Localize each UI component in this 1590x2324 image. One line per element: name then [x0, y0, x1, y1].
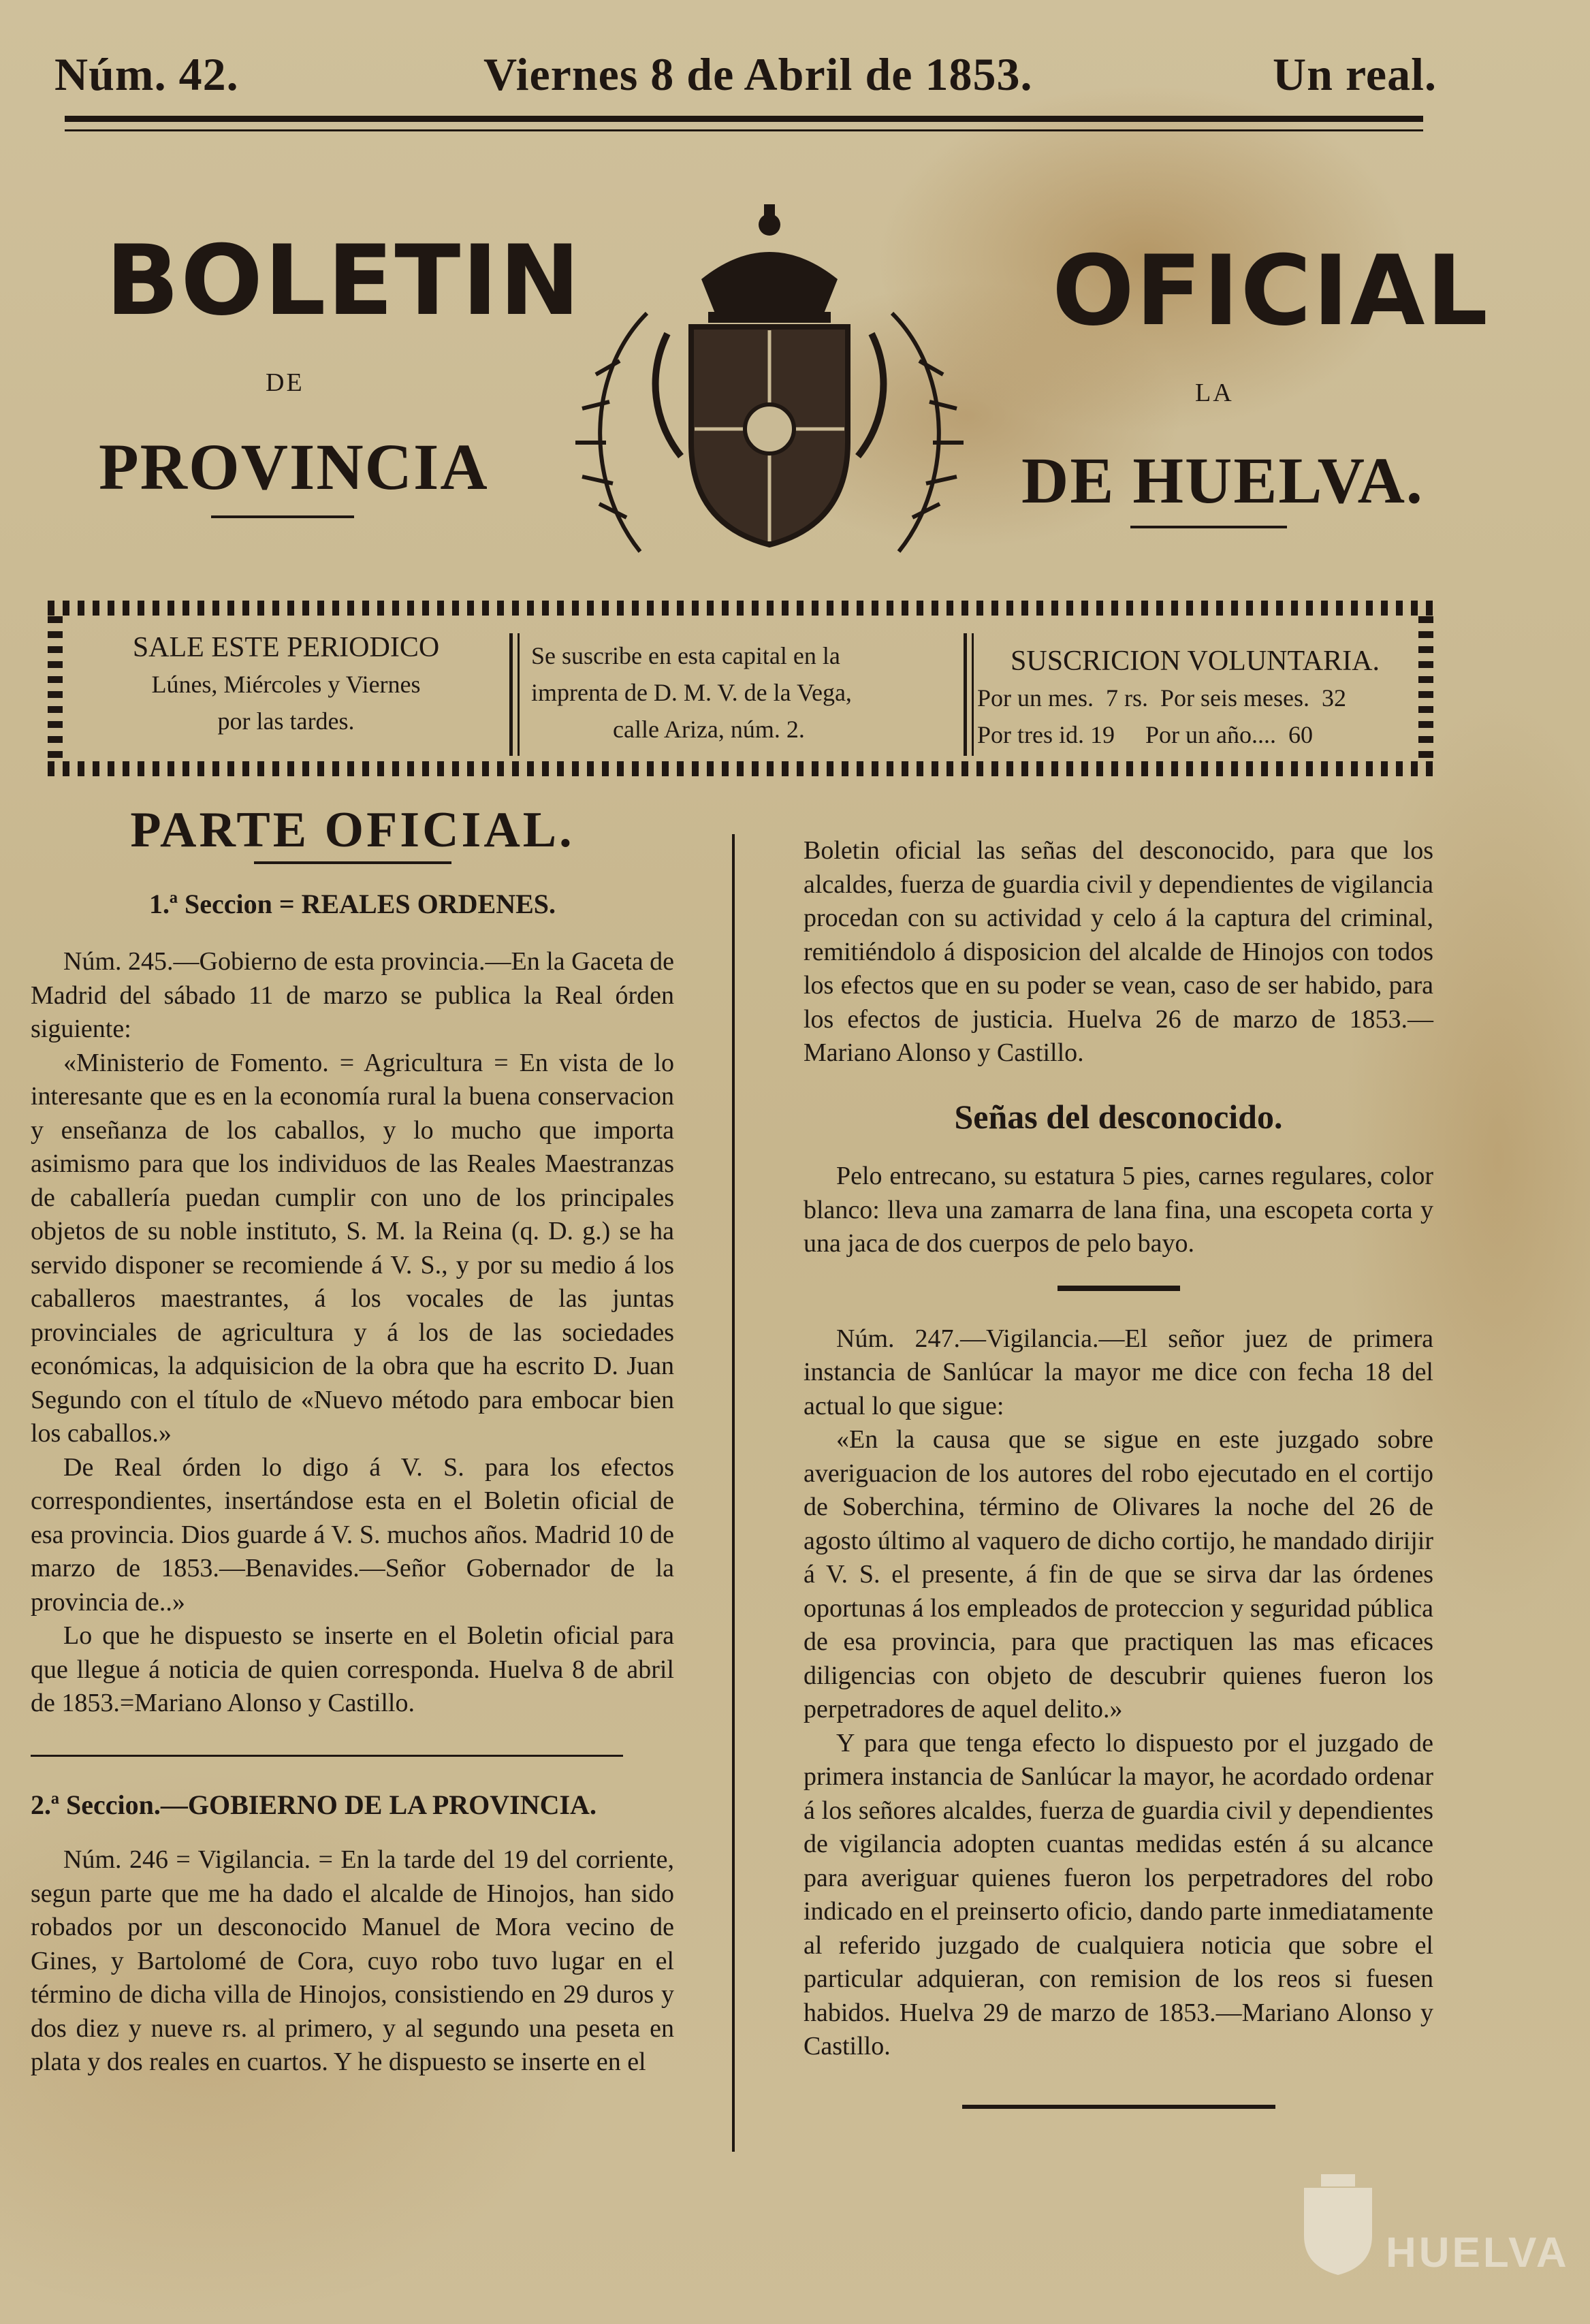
column-divider: [732, 834, 735, 2152]
left-column: [31, 802, 674, 2080]
info-box-bottom-border: [48, 761, 1433, 776]
info-right-line-1: Por un mes. 7 rs. Por seis meses. 32: [977, 684, 1346, 712]
info-box-divider-2b: [972, 633, 974, 756]
info-box-divider-1b: [518, 633, 520, 756]
issue-number: Núm. 42.: [54, 48, 239, 100]
title-de: DE: [266, 368, 304, 397]
heading-ornament: [254, 861, 451, 864]
ornament-right: [1130, 526, 1287, 528]
info-right-title: SUSCRICION VOLUNTARIA.: [1011, 646, 1380, 677]
info-box-left-border: [48, 616, 63, 759]
info-left-line-3: por las tardes.: [217, 707, 355, 735]
city-shield-icon: [1297, 2174, 1379, 2276]
top-rule-thin: [65, 129, 1423, 131]
info-center-line-2: imprenta de D. M. V. de la Vega,: [531, 679, 852, 706]
paragraph-245-intro: Núm. 245.—Gobierno de esta provincia.—En la Gaceta de Madrid del sábado 11 de marzo se publica la Real órden siguiente:: [31, 947, 674, 1043]
title-boletin: BOLETIN: [106, 225, 582, 337]
paragraph-245-signature: Lo que he dispuesto se inserte en el Boletin oficial para que llegue á noticia de quien corresponda. Huelva 8 de abril de 1853.=Mariano Alonso y Castillo.: [31, 1621, 674, 1717]
info-center-line-1: Se suscribe en esta capital en la: [531, 642, 840, 669]
paragraph-real-orden: «Ministerio de Fomento. = Agricultura = En vista de lo interesante que es en la economía rural la buena conservacion y enseñanza de los caballos, y lo mucho que importa asimismo para que los individuos de las Reales Maestranzas de caballería puedan cumplir con uno de los principales objetos de su noble instituto, S. M. la Reina (q. D. g.) se ha servido disponer se recomiende á V. S., y por su medio á los caballeros maestrantes, á los vocales de las juntas provinciales de agricultura y á los de las sociedades económicas, la adquisicion de la obra que ha escrito D. Juan Segundo con el título de «Nuevo método para embocar bien los caballos.»: [31, 1048, 674, 1448]
section-1-heading: 1.ª Seccion = REALES ORDENES.: [148, 888, 556, 919]
closing-rule: [962, 2105, 1275, 2109]
paragraph-real-orden-close: De Real órden lo digo á V. S. para los efectos correspondientes, insertándose esta en el Boletin oficial de esa provincia. Dios guarde á V. S. muchos años. Madrid 10 de marzo de 1853.—Benavides.—Señor Gobernador de la provincia de..»: [31, 1452, 674, 1617]
info-box-divider-2: [964, 633, 967, 756]
paragraph-246: Núm. 246 = Vigilancia. = En la tarde del 19 del corriente, segun parte que me ha dado el alcalde de Hinojos, han sido robados por un desconocido Manuel de Mora vecino de Gines, y Bartolomé de Cora, cuyo robo tuvo lugar en el término de dicha villa de Hinojos, consistiendo en 29 duros y dos diez y nueve rs. al primero, y al segundo una peseta en plata y dos reales en cuartos. Y he dispuesto se inserte en el: [31, 1845, 674, 2076]
ornament-divider: [1058, 1286, 1180, 1291]
top-rule: [65, 116, 1423, 122]
info-box-top-border: [48, 601, 1433, 616]
right-column: [804, 834, 1433, 2109]
paragraph-247-intro: Núm. 247.—Vigilancia.—El señor juez de primera instancia de Sanlúcar la mayor me dice con fecha 18 del actual lo que sigue:: [804, 1324, 1433, 1420]
section-2-heading: 2.ª Seccion.—GOBIERNO DE LA PROVINCIA.: [31, 1789, 597, 1820]
senas-heading: Señas del desconocido.: [954, 1097, 1283, 1136]
section-divider: [31, 1755, 623, 1757]
parte-oficial-heading: PARTE OFICIAL.: [130, 802, 575, 858]
info-publication-days: [75, 629, 497, 739]
info-box-right-border: [1418, 616, 1433, 759]
info-subscribe-place: [531, 637, 953, 748]
royal-crest-icon: [545, 197, 994, 565]
paragraph-247-order: Y para que tenga efecto lo dispuesto por el juzgado de primera instancia de Sanlúcar la mayor, he acordado ordenar á los señores alcaldes, fuerza de guardia civil y dependientes de vigilancia adopten cuantas medidas estén á su alcance para averiguar quienes fueron los perpetradores del robo indicado en el preinserto oficio, dando parte inmediatamente al referido juzgado de cualquiera noticia que sobre el particular adquieran, con remision de los reos si fuesen habidos. Huelva 29 de marzo de 1853.—Mariano Alonso y Castillo.: [804, 1728, 1433, 2060]
issue-price: Un real.: [1273, 48, 1437, 100]
paragraph-247-quote: «En la causa que se sigue en este juzgado sobre averiguacion de los autores del robo ejecutado en el cortijo de Soberchina, término de Olivares la noche del 26 de agosto último al vaquero de dicho cortijo, he mandado dirijir á V. S. el presente, á fin de que se sirva dar las órdenes oportunas á los empleados de proteccion y seguridad pública de esa provincia, para que practiquen las mas eficaces diligencias con objeto de descubrir quienes fueron los perpetradores de aquel delito.»: [804, 1425, 1433, 1723]
info-subscription-prices: [977, 643, 1413, 753]
title-de-huelva: DE HUELVA.: [1021, 444, 1424, 517]
info-center-line-3: calle Ariza, núm. 2.: [613, 716, 805, 743]
issue-date: Viernes 8 de Abril de 1853.: [483, 48, 1033, 100]
archive-watermark: [1297, 2147, 1570, 2304]
info-right-line-2: Por tres id. 19 Por un año.... 60: [977, 721, 1313, 748]
title-la: LA: [1195, 379, 1234, 407]
info-left-line-1: SALE ESTE PERIODICO: [132, 632, 440, 663]
watermark-text: HUELVA: [1386, 2229, 1570, 2276]
info-box-divider-1: [509, 633, 513, 756]
title-oficial: OFICIAL: [1052, 235, 1489, 347]
ornament-left: [211, 515, 354, 518]
paragraph-senas: Pelo entrecano, su estatura 5 pies, carnes regulares, color blanco: lleva una zamarra de lana fina, una escopeta corta y una jaca de dos cuerpos de pelo bayo.: [804, 1162, 1433, 1258]
title-provincia: PROVINCIA: [99, 430, 489, 503]
paragraph-246-continued: Boletin oficial las señas del desconocido, para que los alcaldes, fuerza de guardia civil y dependientes de vigilancia procedan con su actividad y celo á la captura del criminal, remitiéndolo á disposicion del alcalde de Hinojos con todos los efectos que en su poder se vean, caso de ser habido, para los efectos de justicia. Huelva 26 de marzo de 1853.—Mariano Alonso y Castillo.: [804, 836, 1433, 1067]
info-left-line-2: Lúnes, Miércoles y Viernes: [151, 671, 421, 698]
